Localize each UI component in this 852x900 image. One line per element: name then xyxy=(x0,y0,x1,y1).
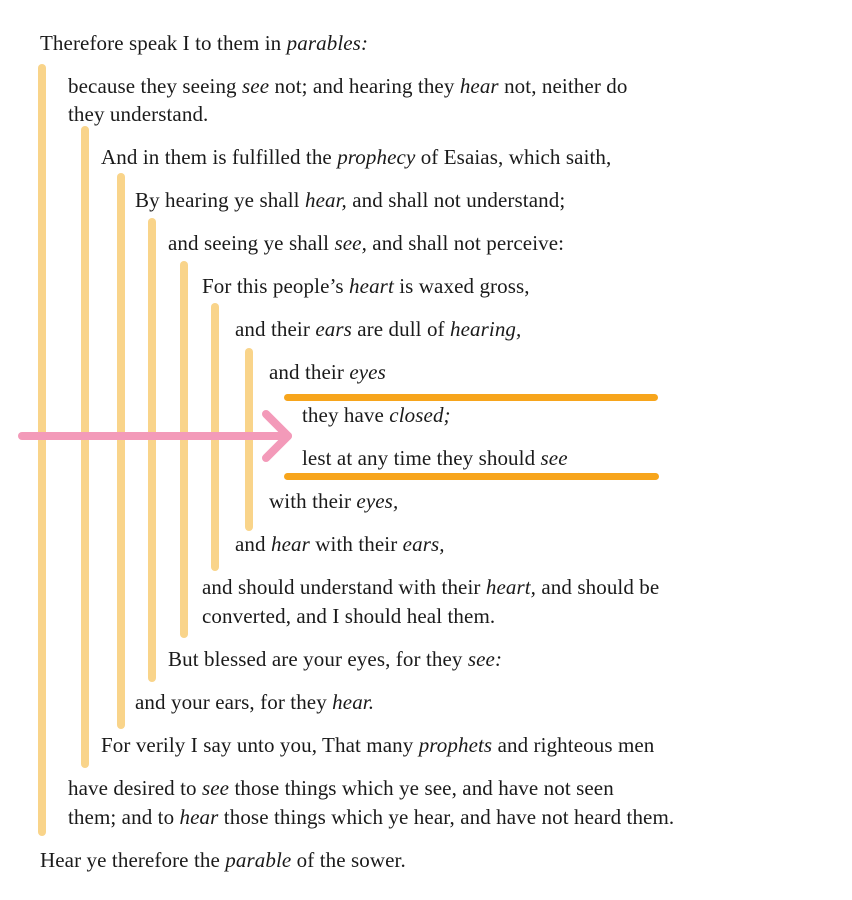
verse-text: not; and hearing they xyxy=(269,74,460,98)
emphasized-word: eyes xyxy=(349,360,386,384)
emphasized-word: hear, xyxy=(304,188,347,212)
emphasized-word: ears xyxy=(315,317,352,341)
verse-text: of the sower. xyxy=(291,848,406,872)
verse-text: Therefore speak I to them in xyxy=(40,31,287,55)
emphasized-word: see xyxy=(540,446,568,470)
verse-line xyxy=(269,357,386,388)
verse-text: they understand. xyxy=(68,102,209,126)
emphasized-word: see xyxy=(242,74,270,98)
emphasized-word: closed; xyxy=(389,403,451,427)
verse-line xyxy=(302,443,568,474)
verse-text: and seeing ye shall xyxy=(168,231,335,255)
verse-text: and shall not understand; xyxy=(346,188,566,212)
verse-text: But blessed are your eyes, for they xyxy=(168,647,468,671)
verse-line xyxy=(235,529,445,560)
verse-line xyxy=(202,271,530,302)
verse-line xyxy=(235,314,521,345)
verse-line xyxy=(101,142,611,173)
verse-text: not, neither do xyxy=(498,74,628,98)
verse-text: and their xyxy=(269,360,350,384)
verse-text: By hearing ye shall xyxy=(135,188,305,212)
verse-text: and xyxy=(235,532,271,556)
verse-text: them; and to xyxy=(68,805,180,829)
verse-text: Hear ye therefore the xyxy=(40,848,226,872)
emphasized-word: prophecy xyxy=(337,145,416,169)
verse-text: For verily I say unto you, That many xyxy=(101,733,419,757)
emphasized-word: parables: xyxy=(286,31,369,55)
verse-line xyxy=(302,400,451,431)
emphasized-word: hear xyxy=(459,74,499,98)
verse-text: lest at any time they should xyxy=(302,446,541,470)
verse-line xyxy=(101,730,654,761)
verse-line xyxy=(168,644,502,675)
verse-text: and your ears, for they xyxy=(135,690,333,714)
emphasized-word: hear xyxy=(270,532,310,556)
verse-text: of Esaias, which saith, xyxy=(415,145,612,169)
emphasized-word: see: xyxy=(467,647,503,671)
emphasized-word: see xyxy=(201,776,230,800)
verse-text: And in them is fulfilled the xyxy=(101,145,338,169)
verse-text: and should understand with their xyxy=(202,575,486,599)
verse-text: converted, and I should heal them. xyxy=(202,604,496,628)
verse-line xyxy=(68,99,208,130)
emphasized-word: prophets xyxy=(418,733,493,757)
verse-line xyxy=(40,845,406,876)
verse-text: are dull of xyxy=(351,317,450,341)
verse-line xyxy=(269,486,398,517)
verse-text: and righteous men xyxy=(492,733,655,757)
verse-text: and should be xyxy=(536,575,660,599)
verse-text: and shall not perceive: xyxy=(366,231,565,255)
verse-text: because they seeing xyxy=(68,74,243,98)
verse-text: they have xyxy=(302,403,390,427)
verse-line xyxy=(135,185,565,216)
verse-line xyxy=(40,28,368,59)
emphasized-word: heart, xyxy=(485,575,537,599)
verse-line xyxy=(68,773,614,804)
verse-text: have desired to xyxy=(68,776,202,800)
verse-line xyxy=(68,71,627,102)
verse-text: those things which ye see, and have not seen xyxy=(229,776,614,800)
emphasized-word: see, xyxy=(334,231,367,255)
verse-line xyxy=(202,601,495,632)
verse-text: is waxed gross, xyxy=(393,274,530,298)
verse-line xyxy=(168,228,564,259)
emphasized-word: parable xyxy=(225,848,292,872)
verse-line xyxy=(135,687,374,718)
emphasized-word: hearing, xyxy=(450,317,522,341)
verse-line xyxy=(68,802,674,833)
emphasized-word: ears, xyxy=(402,532,445,556)
verse-text: For this people’s xyxy=(202,274,350,298)
emphasized-word: eyes, xyxy=(356,489,399,513)
emphasized-word: hear xyxy=(179,805,219,829)
verse-text: with their xyxy=(269,489,357,513)
emphasized-word: heart xyxy=(349,274,394,298)
verse-line xyxy=(202,572,659,603)
verse-text: those things which ye hear, and have not heard them. xyxy=(218,805,675,829)
verse-text: with their xyxy=(309,532,403,556)
verse-text: and their xyxy=(235,317,316,341)
emphasized-word: hear. xyxy=(332,690,375,714)
